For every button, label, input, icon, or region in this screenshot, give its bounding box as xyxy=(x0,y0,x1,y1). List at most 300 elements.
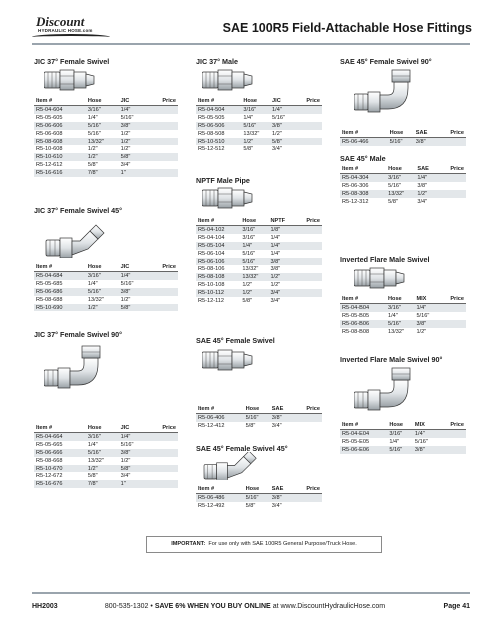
sae-size-cell: 3/8" xyxy=(414,138,437,146)
column-header-sae: SAE xyxy=(414,128,437,138)
item-number-cell: R5-06-606 xyxy=(34,122,86,130)
item-number-cell: R5-12-512 xyxy=(198,146,225,153)
section-title-jic37-female-swivel-45: JIC 37° Female Swivel 45° xyxy=(34,206,123,215)
item-number-cell: R5-05-605 xyxy=(36,114,63,121)
price-cell xyxy=(437,430,466,438)
table-row xyxy=(340,312,466,320)
price-cell xyxy=(437,438,466,446)
table-header-row xyxy=(34,96,178,106)
hose-size-cell: 5/16" xyxy=(86,122,119,130)
section-title-inverted-flare-male-swivel-90: Inverted Flare Male Swivel 90° xyxy=(340,355,443,364)
table-row xyxy=(196,289,322,297)
price-cell xyxy=(294,226,322,234)
footer-phone: 800-535-1302 xyxy=(104,603,149,610)
table-sae45-female-swivel xyxy=(196,404,322,430)
column-header-item: Item # xyxy=(340,420,387,430)
price-cell xyxy=(146,296,178,304)
sae-size-cell: 3/4" xyxy=(271,502,282,509)
section-title-nptf-male-pipe: NPTF Male Pipe xyxy=(196,176,250,185)
jic-size-cell: 5/8" xyxy=(119,465,146,473)
price-cell xyxy=(294,258,322,266)
column-header-jic: JIC xyxy=(270,96,294,106)
hose-size-cell: 3/16" xyxy=(86,106,119,114)
table-row xyxy=(196,265,322,273)
item-number-cell: R5-04-104 xyxy=(198,234,225,241)
nptf-size-cell: 1/4" xyxy=(270,250,281,257)
item-number-cell: R5-10-610 xyxy=(34,153,86,161)
column-header-hose: Hose xyxy=(388,128,414,138)
table-row xyxy=(340,138,466,146)
hose-size-cell: 1/2" xyxy=(86,465,119,473)
hose-size-cell: 13/32" xyxy=(240,273,268,281)
jic-size-cell: 1/4" xyxy=(270,106,294,114)
price-cell xyxy=(294,114,322,122)
hose-size-cell: 1/2" xyxy=(241,138,270,146)
item-number-cell: R5-08-106 xyxy=(198,266,225,273)
jic-size-cell: 5/8" xyxy=(119,153,146,161)
column-header-item: Item # xyxy=(196,484,244,494)
column-header-nptf: NPTF xyxy=(268,216,294,226)
item-number-cell: R5-05-B05 xyxy=(342,312,370,319)
table-row xyxy=(34,106,178,114)
table-jic37-male xyxy=(196,96,322,153)
column-header-price: Price xyxy=(292,484,322,494)
table-jic37-female-swivel-90 xyxy=(34,423,178,488)
item-number-cell: R5-06-B06 xyxy=(340,320,386,328)
price-cell xyxy=(146,465,178,473)
footer-divider xyxy=(32,592,470,594)
price-cell xyxy=(294,297,322,305)
column-header-hose: Hose xyxy=(387,420,413,430)
table-row xyxy=(340,328,466,336)
logo-tagline: HYDRAULIC HOSE.com xyxy=(38,28,93,33)
item-number-cell: R5-06-406 xyxy=(196,414,244,422)
table-row xyxy=(34,130,178,138)
jic-size-cell: 5/8" xyxy=(119,304,146,312)
logo-wordmark: Discount xyxy=(36,14,85,29)
column-header-jic: JIC xyxy=(119,96,146,106)
hose-size-cell: 3/16" xyxy=(242,234,256,241)
nptf-size-cell: 3/4" xyxy=(268,289,294,297)
table-jic37-female-swivel-45 xyxy=(34,262,178,311)
table-nptf-male-pipe xyxy=(196,216,322,305)
table-row xyxy=(34,161,178,169)
table-sae45-male xyxy=(340,164,466,206)
table-row xyxy=(196,234,322,242)
column-header-mix: MIX xyxy=(413,420,437,430)
hose-size-cell: 5/8" xyxy=(245,502,256,509)
table-inverted-flare-male-swivel xyxy=(340,294,466,336)
price-cell xyxy=(146,288,178,296)
logo-swoosh xyxy=(32,34,110,40)
footer-promo: SAVE 6% WHEN YOU BUY ONLINE xyxy=(154,603,271,610)
jic37-female-swivel-fitting-image xyxy=(44,68,104,94)
sae-size-cell: 3/8" xyxy=(270,414,293,422)
column-header-item: Item # xyxy=(196,96,241,106)
jic-size-cell: 1" xyxy=(119,480,146,488)
hose-size-cell: 1/2" xyxy=(87,146,98,153)
section-title-jic37-female-swivel: JIC 37° Female Swivel xyxy=(34,57,110,66)
table-header-row xyxy=(340,164,466,174)
section-title-sae45-male: SAE 45° Male xyxy=(340,154,386,163)
price-cell xyxy=(146,449,178,457)
price-cell xyxy=(294,250,322,258)
table-header-row xyxy=(34,423,178,433)
hose-size-cell: 3/16" xyxy=(240,226,268,234)
sae45-female-swivel-45-fitting-image xyxy=(202,452,266,480)
hose-size-cell: 13/32" xyxy=(86,138,119,146)
mix-size-cell: 3/8" xyxy=(414,320,438,328)
hose-size-cell: 7/8" xyxy=(86,169,119,177)
table-header-row xyxy=(340,128,466,138)
item-number-cell: R5-06-686 xyxy=(34,288,86,296)
item-number-cell: R5-08-B08 xyxy=(342,328,370,335)
table-row xyxy=(196,494,322,502)
table-row xyxy=(34,153,178,161)
hose-size-cell: 3/16" xyxy=(86,433,119,441)
price-cell xyxy=(146,145,178,153)
nptf-size-cell: 3/8" xyxy=(270,266,281,273)
jic-size-cell: 1/2" xyxy=(119,138,146,146)
hose-size-cell: 5/16" xyxy=(241,122,270,130)
mix-size-cell: 5/16" xyxy=(414,438,428,445)
hose-size-cell: 1/4" xyxy=(87,114,98,121)
item-number-cell: R5-08-688 xyxy=(36,296,63,303)
hose-size-cell: 1/4" xyxy=(87,280,98,287)
hose-size-cell: 3/16" xyxy=(386,174,415,182)
hose-size-cell: 1/2" xyxy=(86,153,119,161)
price-cell xyxy=(294,273,322,281)
table-row xyxy=(34,288,178,296)
table-header-row xyxy=(196,216,322,226)
item-number-cell: R5-08-608 xyxy=(34,138,86,146)
table-row xyxy=(34,296,178,304)
price-cell xyxy=(146,457,178,465)
price-cell xyxy=(146,433,178,441)
hose-size-cell: 1/4" xyxy=(387,312,398,319)
table-jic37-female-swivel xyxy=(34,96,178,177)
column-header-price: Price xyxy=(437,164,466,174)
price-cell xyxy=(437,446,466,454)
jic-size-cell: 1/2" xyxy=(120,130,131,137)
column-header-sae: SAE xyxy=(270,484,293,494)
table-row xyxy=(340,304,466,312)
mix-size-cell: 1/2" xyxy=(416,328,427,335)
price-cell xyxy=(146,480,178,488)
table-header-row xyxy=(340,420,466,430)
header-divider xyxy=(32,43,470,45)
item-number-cell: R5-10-112 xyxy=(196,289,240,297)
jic-size-cell: 5/16" xyxy=(272,114,285,121)
jic37-female-swivel-90-fitting-image xyxy=(44,344,104,390)
column-header-hose: Hose xyxy=(241,96,270,106)
column-header-item: Item # xyxy=(34,262,86,272)
jic-size-cell: 3/8" xyxy=(119,449,146,457)
column-header-hose: Hose xyxy=(86,423,119,433)
price-cell xyxy=(146,280,178,288)
table-row xyxy=(34,304,178,312)
hose-size-cell: 5/16" xyxy=(387,446,413,454)
price-cell xyxy=(146,138,178,146)
column-header-hose: Hose xyxy=(386,294,414,304)
price-cell xyxy=(292,422,322,430)
item-number-cell: R5-16-616 xyxy=(34,169,86,177)
sae-size-cell: 3/4" xyxy=(271,422,282,429)
hose-size-cell: 5/16" xyxy=(86,449,119,457)
mix-size-cell: 1/4" xyxy=(413,430,437,438)
jic-size-cell: 5/16" xyxy=(120,280,134,287)
mix-size-cell: 5/16" xyxy=(416,312,430,319)
hose-size-cell: 13/32" xyxy=(242,266,259,273)
page-number: Page 41 xyxy=(443,603,470,610)
table-row xyxy=(34,138,178,146)
jic-size-cell: 3/8" xyxy=(119,122,146,130)
hose-size-cell: 3/16" xyxy=(386,304,414,312)
section-title-sae45-female-swivel-90: SAE 45° Female Swivel 90° xyxy=(340,57,432,66)
price-cell xyxy=(146,441,178,449)
column-header-mix: MIX xyxy=(414,294,438,304)
column-header-item: Item # xyxy=(196,216,240,226)
footer-url[interactable]: www.DiscountHydraulicHose.com xyxy=(280,603,386,610)
hose-size-cell: 13/32" xyxy=(386,190,415,198)
table-header-row xyxy=(34,262,178,272)
jic37-female-swivel-45-fitting-image xyxy=(44,222,108,258)
sae-size-cell: 3/4" xyxy=(417,198,428,205)
item-number-cell: R5-05-685 xyxy=(36,280,63,287)
price-cell xyxy=(292,414,322,422)
jic-size-cell: 5/8" xyxy=(270,138,294,146)
price-cell xyxy=(146,106,178,114)
table-row xyxy=(196,145,322,153)
sae-size-cell: 1/2" xyxy=(415,190,437,198)
table-row xyxy=(34,280,178,288)
column-header-hose: Hose xyxy=(386,164,415,174)
price-cell xyxy=(438,320,466,328)
price-cell xyxy=(437,198,466,206)
jic-size-cell: 3/4" xyxy=(120,473,131,480)
company-logo xyxy=(32,16,112,40)
table-row xyxy=(196,414,322,422)
jic-size-cell: 1/4" xyxy=(119,106,146,114)
hose-size-cell: 13/32" xyxy=(87,296,104,303)
price-cell xyxy=(146,272,178,280)
hose-size-cell: 3/16" xyxy=(387,430,413,438)
item-number-cell: R5-06-608 xyxy=(36,130,63,137)
table-row xyxy=(196,297,322,305)
section-title-jic37-female-swivel-90: JIC 37° Female Swivel 90° xyxy=(34,330,123,339)
item-number-cell: R5-04-E04 xyxy=(340,430,387,438)
sae-size-cell: 3/8" xyxy=(417,182,428,189)
price-cell xyxy=(437,190,466,198)
important-notice xyxy=(146,536,382,553)
table-row xyxy=(196,258,322,266)
jic37-male-fitting-image xyxy=(202,68,262,94)
price-cell xyxy=(292,502,322,510)
important-text: For use only with SAE 100R5 General Purpose/Truck Hose. xyxy=(208,541,357,547)
table-sae45-female-swivel-90 xyxy=(340,128,466,146)
footer-separator: • xyxy=(150,603,153,610)
jic-size-cell: 1" xyxy=(119,169,146,177)
jic-size-cell: 1/2" xyxy=(272,130,282,137)
item-number-cell: R5-10-608 xyxy=(36,146,63,153)
nptf-size-cell: 1/2" xyxy=(270,282,281,289)
table-header-row xyxy=(196,404,322,414)
table-row xyxy=(196,106,322,114)
sae-size-cell: 3/8" xyxy=(270,494,293,502)
item-number-cell: R5-05-E05 xyxy=(342,438,370,445)
hose-size-cell: 13/32" xyxy=(87,457,104,464)
column-header-price: Price xyxy=(146,423,178,433)
column-header-price: Price xyxy=(292,404,322,414)
jic-size-cell: 1/4" xyxy=(119,433,146,441)
table-row xyxy=(34,145,178,153)
item-number-cell: R5-08-108 xyxy=(196,273,240,281)
column-header-price: Price xyxy=(294,96,322,106)
hose-size-cell: 1/2" xyxy=(242,282,253,289)
column-header-hose: Hose xyxy=(244,484,270,494)
item-number-cell: R5-08-508 xyxy=(198,130,225,137)
table-row xyxy=(196,242,322,250)
nptf-size-cell: 1/2" xyxy=(268,273,294,281)
item-number-cell: R5-12-312 xyxy=(342,198,369,205)
item-number-cell: R5-08-668 xyxy=(36,457,63,464)
table-row xyxy=(34,272,178,280)
column-header-price: Price xyxy=(146,262,178,272)
price-cell xyxy=(436,138,466,146)
sae-size-cell: 1/4" xyxy=(415,174,437,182)
price-cell xyxy=(437,174,466,182)
hose-size-cell: 5/8" xyxy=(243,146,254,153)
table-row xyxy=(34,114,178,122)
table-sae45-female-swivel-45 xyxy=(196,484,322,510)
table-row xyxy=(34,449,178,457)
price-cell xyxy=(438,328,466,336)
hose-size-cell: 1/4" xyxy=(243,114,254,121)
section-title-jic37-male: JIC 37° Male xyxy=(196,57,239,66)
jic-size-cell: 3/4" xyxy=(120,162,131,169)
nptf-size-cell: 3/4" xyxy=(270,297,281,304)
column-header-price: Price xyxy=(146,96,178,106)
item-number-cell: R5-05-505 xyxy=(198,114,225,121)
column-header-price: Price xyxy=(294,216,322,226)
table-inverted-flare-male-swivel-90 xyxy=(340,420,466,454)
item-number-cell: R5-06-E06 xyxy=(340,446,387,454)
item-number-cell: R5-05-665 xyxy=(36,441,63,448)
hose-size-cell: 5/16" xyxy=(87,130,101,137)
page-footer xyxy=(32,601,470,615)
nptf-size-cell: 1/8" xyxy=(268,226,294,234)
price-cell xyxy=(294,234,322,242)
hose-size-cell: 13/32" xyxy=(387,328,404,335)
nptf-size-cell: 1/4" xyxy=(268,242,294,250)
item-number-cell: R5-04-664 xyxy=(34,433,86,441)
price-cell xyxy=(438,304,466,312)
table-row xyxy=(340,198,466,206)
hose-size-cell: 5/16" xyxy=(386,320,414,328)
hose-size-cell: 5/8" xyxy=(242,297,253,304)
price-cell xyxy=(294,289,322,297)
price-cell xyxy=(146,130,178,138)
price-cell xyxy=(437,182,466,190)
item-number-cell: R5-06-106 xyxy=(196,258,240,266)
item-number-cell: R5-06-466 xyxy=(340,138,388,146)
table-row xyxy=(196,138,322,146)
table-row xyxy=(340,182,466,190)
item-number-cell: R5-04-102 xyxy=(196,226,240,234)
item-number-cell: R5-12-672 xyxy=(36,473,63,480)
price-cell xyxy=(294,145,322,153)
hose-size-cell: 5/8" xyxy=(87,162,98,169)
jic-size-cell: 5/16" xyxy=(120,441,134,448)
hose-size-cell: 1/2" xyxy=(240,289,268,297)
jic-size-cell: 5/16" xyxy=(120,114,134,121)
table-row xyxy=(340,438,466,446)
item-number-cell: R5-08-308 xyxy=(340,190,386,198)
table-row xyxy=(340,174,466,182)
price-cell xyxy=(294,130,322,138)
price-cell xyxy=(146,472,178,480)
item-number-cell: R5-10-690 xyxy=(34,304,86,312)
column-header-sae: SAE xyxy=(415,164,437,174)
column-header-item: Item # xyxy=(34,96,86,106)
price-cell xyxy=(146,169,178,177)
hose-size-cell: 13/32" xyxy=(243,130,260,137)
nptf-size-cell: 3/8" xyxy=(268,258,294,266)
jic-size-cell: 3/4" xyxy=(272,146,282,153)
table-row xyxy=(196,130,322,138)
table-row xyxy=(196,250,322,258)
table-row xyxy=(340,446,466,454)
hose-size-cell: 5/8" xyxy=(87,473,98,480)
item-number-cell: R5-10-670 xyxy=(34,465,86,473)
column-header-item: Item # xyxy=(34,423,86,433)
price-cell xyxy=(294,122,322,130)
table-row xyxy=(34,457,178,465)
price-cell xyxy=(146,153,178,161)
table-row xyxy=(340,320,466,328)
item-number-cell: R5-12-112 xyxy=(198,297,225,304)
mix-size-cell: 3/8" xyxy=(413,446,437,454)
nptf-male-pipe-fitting-image xyxy=(202,186,262,212)
price-cell xyxy=(146,114,178,122)
jic-size-cell: 1/2" xyxy=(120,457,131,464)
hose-size-cell: 5/16" xyxy=(240,258,268,266)
table-row xyxy=(34,433,178,441)
table-row xyxy=(196,226,322,234)
price-cell xyxy=(292,494,322,502)
jic-size-cell: 1/2" xyxy=(120,296,131,303)
mix-size-cell: 1/4" xyxy=(414,304,438,312)
column-header-hose: Hose xyxy=(86,96,119,106)
inverted-flare-male-swivel-fitting-image xyxy=(354,266,414,292)
column-header-price: Price xyxy=(438,294,466,304)
table-row xyxy=(196,502,322,510)
column-header-sae: SAE xyxy=(270,404,293,414)
column-header-item: Item # xyxy=(196,404,244,414)
item-number-cell: R5-12-412 xyxy=(198,422,225,429)
hose-size-cell: 7/8" xyxy=(86,480,119,488)
price-cell xyxy=(294,242,322,250)
sae45-female-swivel-fitting-image xyxy=(202,348,262,374)
hose-size-cell: 5/16" xyxy=(242,250,256,257)
item-number-cell: R5-10-510 xyxy=(196,138,241,146)
column-header-item: Item # xyxy=(340,164,386,174)
table-row xyxy=(196,273,322,281)
item-number-cell: R5-06-104 xyxy=(198,250,225,257)
item-number-cell: R5-04-684 xyxy=(34,272,86,280)
item-number-cell: R5-16-676 xyxy=(34,480,86,488)
column-header-jic: JIC xyxy=(119,423,146,433)
